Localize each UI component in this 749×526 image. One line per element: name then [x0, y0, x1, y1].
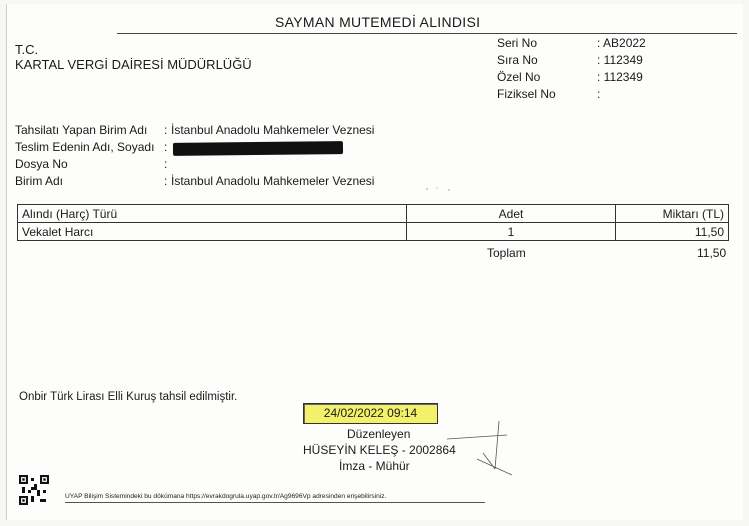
- colon: :: [164, 157, 168, 171]
- col-amount-header: Miktarı (TL): [616, 205, 729, 223]
- issuer-name: HÜSEYİN KELEŞ - 2002864: [303, 443, 456, 457]
- issue-datetime: 24/02/2022 09:14: [303, 403, 438, 424]
- colon: :: [164, 140, 168, 154]
- col-count-header: Adet: [407, 205, 616, 223]
- seri-no-label: Seri No: [497, 36, 538, 50]
- tc-label: T.C.: [15, 42, 39, 57]
- sira-no-value: : 112349: [597, 53, 643, 67]
- signature-label: İmza - Mühür: [339, 459, 410, 473]
- receipt-page: [6, 4, 743, 520]
- fiziksel-no-label: Fiziksel No: [497, 87, 556, 101]
- scan-noise: [407, 184, 467, 194]
- colon: :: [164, 123, 168, 137]
- redacted-name: [173, 141, 343, 156]
- amount-in-words: Onbir Türk Lirası Elli Kuruş tahsil edilmiştir.: [19, 391, 238, 403]
- table-row: [18, 223, 729, 241]
- fee-table: [17, 204, 729, 241]
- office-name: KARTAL VERGİ DAİRESİ MÜDÜRLÜĞÜ: [15, 57, 252, 72]
- title-divider: [117, 33, 737, 34]
- collector-unit-label: Tahsilatı Yapan Birim Adı: [15, 123, 148, 137]
- deliverer-label: Teslim Edenin Adı, Soyadı: [15, 140, 155, 154]
- unit-name-label: Birim Adı: [15, 174, 64, 188]
- sira-no-label: Sıra No: [497, 53, 538, 67]
- collector-unit-value: İstanbul Anadolu Mahkemeler Veznesi: [171, 123, 375, 137]
- total-label: Toplam: [487, 246, 526, 260]
- document-title: SAYMAN MUTEMEDİ ALINDISI: [275, 14, 481, 30]
- colon: :: [164, 174, 168, 188]
- file-no-label: Dosya No: [15, 157, 68, 171]
- fee-count-cell: 1: [407, 223, 616, 241]
- ozel-no-label: Özel No: [497, 70, 541, 84]
- fee-amount-cell: 11,50: [616, 223, 729, 241]
- fee-type-cell: Vekalet Harcı: [18, 223, 407, 241]
- seri-no-value: : AB2022: [597, 36, 646, 50]
- handwritten-signature: [437, 409, 527, 479]
- qr-code-icon: [19, 475, 49, 505]
- verification-footer: UYAP Bilişim Sistemindeki bu dökümana https://evrakdogrula.uyap.gov.tr/Ag9696Vp adresinden erişebilirsiniz.: [65, 493, 387, 500]
- footer-underline: [65, 502, 485, 503]
- table-header-row: [18, 205, 729, 223]
- issued-by-label: Düzenleyen: [347, 427, 411, 441]
- fiziksel-no-value: :: [597, 87, 601, 101]
- total-value: 11,50: [697, 246, 727, 260]
- col-type-header: Alındı (Harç) Türü: [18, 205, 407, 223]
- ozel-no-value: : 112349: [597, 70, 643, 84]
- unit-name-value: İstanbul Anadolu Mahkemeler Veznesi: [171, 174, 375, 188]
